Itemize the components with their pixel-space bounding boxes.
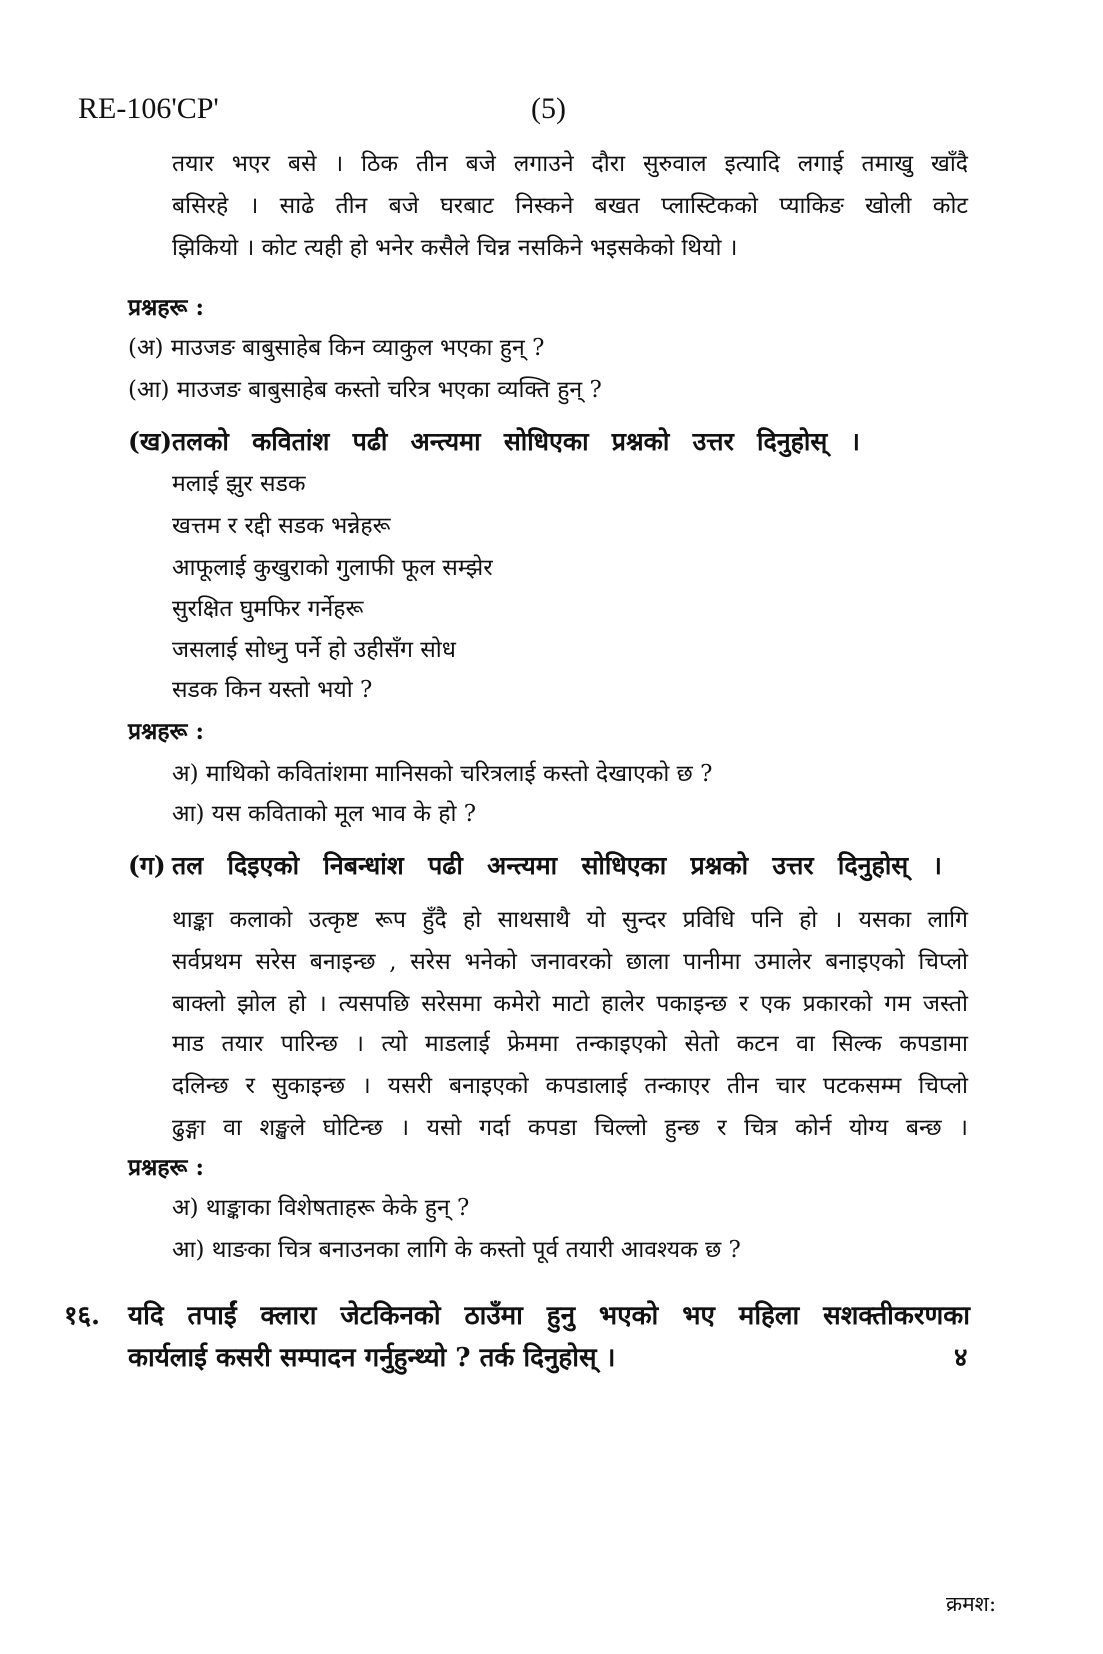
question-item: आ) थाङका चित्र बनाउनका लागि के कस्तो पूर्व तयारी आवश्यक छ ? [172,1237,741,1263]
passage-line: सर्वप्रथम सरेस बनाइन्छ , सरेस भनेको जनावरको छाला पानीमा उमालेर बनाइएको चिप्लो [172,949,968,975]
page-number: (5) [531,92,566,125]
section-instruction: तल दिइएको निबन्धांश पढी अन्त्यमा सोधिएका प्रश्नको उत्तर दिनुहोस् । [172,851,942,880]
passage-line: बसिरहे । साढे तीन बजे घरबाट निस्कने बखत प्लास्टिकको प्याकिङ खोली कोट [172,193,968,219]
passage-line: बाक्लो झोल हो । त्यसपछि सरेसमा कमेरो माटो हालेर पकाइन्छ र एक प्रकारको गम जस्तो [172,991,968,1017]
section-label: (ग) [128,851,166,880]
passage-line: माड तयार पारिन्छ । त्यो माडलाई फ्रेममा तन्काइएको सेतो कटन वा सिल्क कपडामा [172,1031,968,1057]
poem-line: खत्तम र रद्दी सडक भन्नेहरू [172,513,391,539]
questions-heading: प्रश्नहरू : [128,1154,204,1181]
question-text-line: कार्यलाई कसरी सम्पादन गर्नुहुन्थ्यो ? तर्क दिनुहोस् । [128,1343,616,1373]
question-item: (अ) माउजङ बाबुसाहेब किन व्याकुल भएका हुन् ? [128,335,545,361]
question-item: (आ) माउजङ बाबुसाहेब कस्तो चरित्र भएका व्यक्ति हुन् ? [128,377,602,403]
poem-line: जसलाई सोध्नु पर्ने हो उहीसँग सोध [172,637,456,663]
question-marks: ४ [954,1343,968,1373]
passage-line: ढुङ्गा वा शङ्खले घोटिन्छ । यसो गर्दा कपडा चिल्लो हुन्छ र चित्र कोर्न योग्य बन्छ । [172,1115,968,1141]
poem-line: सुरक्षित घुमफिर गर्नेहरू [172,596,364,622]
question-item: आ) यस कविताको मूल भाव के हो ? [172,801,477,827]
poem-line: आफूलाई कुखुराको गुलाफी फूल सम्झेर [172,555,493,581]
question-number: १६. [64,1301,101,1331]
question-item: अ) थाङ्काका विशेषताहरू केके हुन् ? [172,1195,470,1221]
poem-line: सडक किन यस्तो भयो ? [172,677,373,703]
question-item: अ) माथिको कवितांशमा मानिसको चरित्रलाई कस्तो देखाएको छ ? [172,761,713,787]
section-label: (ख) [128,427,173,456]
question-text-line: यदि तपाईं क्लारा जेटकिनको ठाउँमा हुनु भएको भए महिला सशक्तीकरणका [128,1301,970,1331]
passage-line: तयार भएर बसे । ठिक तीन बजे लगाउने दौरा सुरुवाल इत्यादि लगाई तमाखु खाँदै [172,151,968,177]
poem-line: मलाई झुर सडक [172,471,306,497]
passage-line: थाङ्का कलाको उत्कृष्ट रूप हुँदै हो साथसाथै यो सुन्दर प्रविधि पनि हो । यसका लागि [172,907,968,933]
exam-code: RE-106'CP' [78,92,219,125]
continued-marker: क्रमश: [946,1592,997,1616]
passage-line: दलिन्छ र सुकाइन्छ । यसरी बनाइएको कपडालाई तन्काएर तीन चार पटकसम्म चिप्लो [172,1073,968,1099]
section-instruction: तलको कवितांश पढी अन्त्यमा सोधिएका प्रश्नको उत्तर दिनुहोस् । [172,427,860,456]
questions-heading: प्रश्नहरू : [128,294,204,321]
passage-line: झिकियो । कोट त्यही हो भनेर कसैले चिन्न नसकिने भइसकेको थियो । [172,235,738,261]
questions-heading: प्रश्नहरू : [128,718,204,745]
